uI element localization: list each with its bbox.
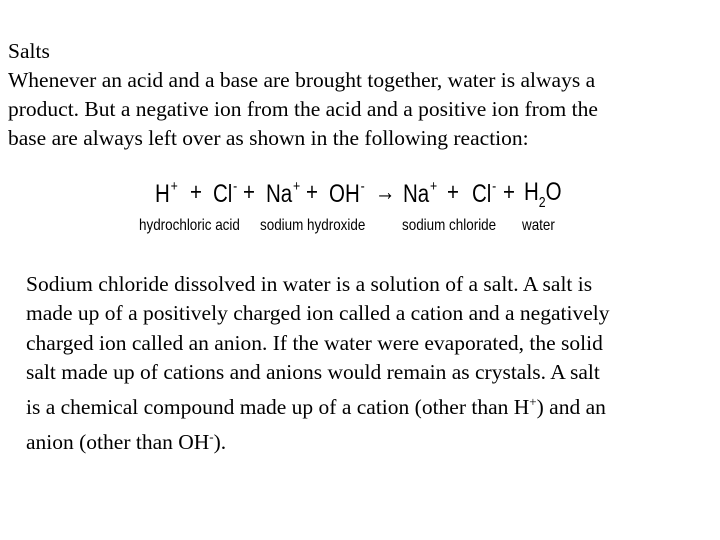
plus-sign: +	[243, 178, 255, 206]
slide-title: Salts	[8, 39, 50, 63]
label-sodium-chloride: sodium chloride	[402, 217, 497, 234]
plus-sign: +	[190, 178, 202, 206]
chloride-ion: Cl-	[213, 178, 238, 208]
label-hydrochloric-acid: hydrochloric acid	[139, 217, 240, 234]
intro-section	[8, 37, 708, 153]
hydroxide-ion: OH-	[329, 178, 365, 208]
plus-sign: +	[447, 178, 459, 206]
intro-line-2: product. But a negative ion from the acid and a positive ion from the	[8, 97, 598, 121]
reaction-arrow: →	[375, 178, 396, 206]
body-line-1: Sodium chloride dissolved in water is a solution of a salt. A salt is	[26, 272, 593, 296]
intro-line-1: Whenever an acid and a base are brought together, water is always a	[8, 68, 596, 92]
chloride-ion-product: Cl-	[472, 178, 497, 208]
label-water: water	[522, 217, 555, 234]
body-line-4: salt made up of cations and anions would remain as crystals. A salt	[26, 359, 600, 384]
body-line-5: is a chemical compound made up of a cation (other than H+) and an	[26, 394, 606, 420]
sodium-ion-product: Na+	[403, 178, 438, 208]
body-line-2: made up of a positively charged ion called a cation and a negatively	[26, 301, 610, 326]
plus-sign: +	[306, 178, 318, 206]
body-line-3: charged ion called an anion. If the water were evaporated, the solid	[26, 330, 603, 355]
water-formula: $H_2O$	[524, 178, 562, 211]
sodium-ion: Na+	[266, 178, 301, 208]
reaction-equation-image	[0, 170, 720, 245]
hydrogen-ion: H+	[155, 178, 178, 208]
body-line-6: anion (other than OH-).	[26, 429, 227, 455]
label-sodium-hydroxide: sodium hydroxide	[260, 217, 366, 234]
intro-line-3: base are always left over as shown in the following reaction:	[8, 126, 529, 150]
body-paragraph	[26, 270, 706, 458]
plus-sign: +	[503, 178, 515, 206]
